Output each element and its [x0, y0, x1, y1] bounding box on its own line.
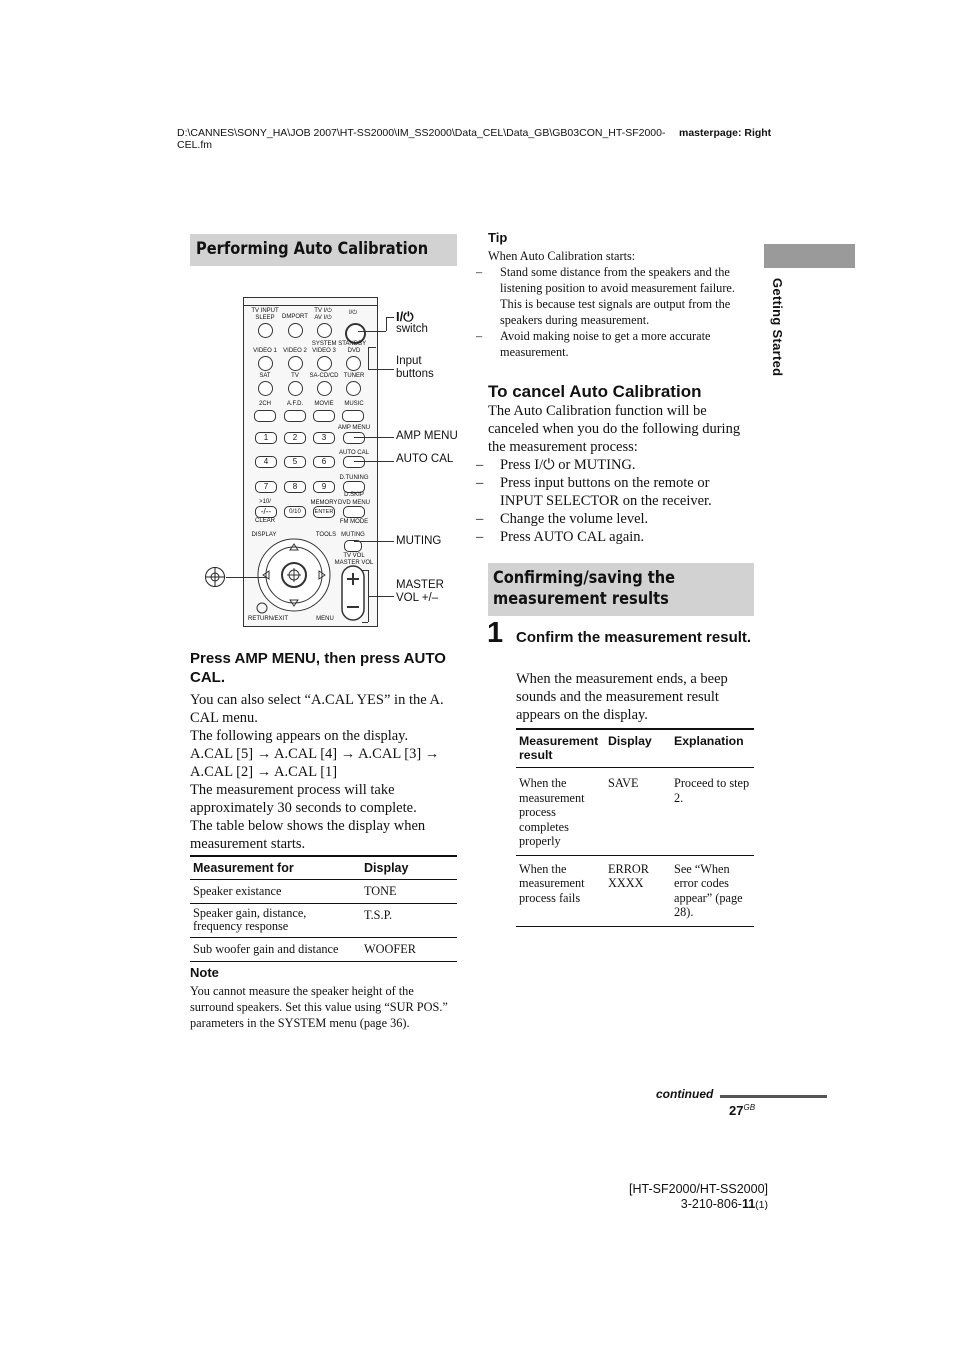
remote-label-master-vol: MASTER VOL — [334, 560, 374, 566]
masterpage-label: masterpage: Right — [679, 127, 772, 139]
enter-button: ENTER — [313, 506, 335, 518]
tip-intro: When Auto Calibration starts: — [488, 249, 636, 263]
remote-label-sat: SAT — [259, 373, 271, 379]
table-row — [190, 904, 457, 938]
remote-label-muting: MUTING — [341, 532, 365, 538]
table-row — [190, 938, 457, 962]
body-paragraph: The measurement process will take approximately 30 seconds to complete. — [190, 782, 417, 816]
table-header: Explanation — [674, 734, 744, 748]
remote-label-auto-cal: AUTO CAL — [339, 450, 369, 456]
callout-muting: MUTING — [396, 535, 442, 547]
model-code: [HT-SF2000/HT-SS2000] — [629, 1182, 768, 1196]
remote-label-memory: MEMORY — [310, 500, 338, 506]
table-cell: See “When error codes appear” (page 28). — [674, 861, 743, 919]
remote-label-display: DISPLAY — [251, 532, 277, 538]
section-title-band — [190, 234, 457, 266]
tip-body — [476, 248, 753, 360]
remote-label-amp-menu: AMP MENU — [337, 425, 371, 431]
step2-heading: Confirm the measurement result. — [516, 629, 752, 646]
table-cell: WOOFER — [364, 942, 416, 956]
body-paragraph: The table below shows the display when measurement starts. — [190, 818, 426, 852]
table-row — [190, 880, 457, 904]
table-header: Display — [608, 734, 652, 748]
digit-5-button: 5 — [284, 456, 306, 468]
page-suffix: GB — [743, 1103, 756, 1112]
remote-label-video1: VIDEO 1 — [253, 348, 277, 354]
table-header-row — [516, 729, 754, 768]
remote-label-d-tuning: D.TUNING — [339, 475, 369, 481]
callout-auto-cal: AUTO CAL — [396, 453, 454, 465]
table-cell: ERROR XXXX — [608, 861, 649, 890]
remote-label-movie: MOVIE — [314, 401, 334, 407]
remote-label-tools: TOOLS — [315, 532, 337, 538]
body-paragraph: You can also select “A.CAL YES” in the A. CAL menu. — [190, 692, 444, 726]
remote-label-menu: MENU — [316, 616, 334, 622]
remote-label-clear: CLEAR — [254, 518, 275, 524]
note-text: You cannot measure the speaker height of the surround speakers. Set this value using “SUR POS.” parameters in the SYSTEM menu (page 36). — [190, 984, 448, 1030]
digit-2-button: 2 — [284, 432, 306, 444]
table-row — [516, 855, 754, 926]
zero-button: 0/10 — [284, 506, 306, 518]
section2-title-band — [488, 563, 754, 616]
remote-label-dvd: DVD — [347, 348, 361, 354]
continued-label: continued — [656, 1087, 714, 1101]
side-tab-label: Getting Started — [770, 278, 785, 377]
remote-label-music: MUSIC — [344, 401, 364, 407]
digit-8-button: 8 — [284, 481, 306, 493]
page-number: $27^{GB}$ — [729, 1103, 756, 1118]
body-paragraph: The following appears on the display. — [190, 728, 409, 744]
cancel-item: – Change the volume level. — [476, 511, 649, 527]
footer-model-block — [600, 1182, 768, 1213]
remote-label-tv-av: TV I/⏻ AV I/⏻ — [314, 308, 332, 321]
cancel-item: – Press AUTO CAL again. — [476, 529, 645, 545]
section2-title-line2: measurement results — [493, 589, 669, 609]
remote-label-fm-mode: FM MODE — [339, 519, 369, 525]
cancel-item: – Press I/⏻ or MUTING. — [476, 457, 636, 473]
part-code: 3-210-806-11(1) — [680, 1197, 768, 1211]
digit-9-button: 9 — [313, 481, 335, 493]
table-header-row — [190, 856, 457, 880]
remote-label-power: I/⏻ — [348, 310, 358, 316]
remote-label-d-skip: D.SKIP — [344, 492, 364, 498]
table-cell: Speaker existance — [193, 884, 282, 898]
digit-7-button: 7 — [255, 481, 277, 493]
table-cell: When the measurement process completes properly — [519, 776, 585, 848]
table-cell: Proceed to step 2. — [674, 776, 750, 805]
callout-master-vol: MASTER VOL +/– — [396, 579, 444, 604]
table-cell: Sub woofer gain and distance — [193, 942, 339, 956]
table-header: Measurement for — [193, 861, 294, 875]
note-title: Note — [190, 965, 219, 980]
body-acal-sequence: A.CAL [5] → A.CAL [4] → A.CAL [3] → A.CAL [2] → A.CAL [1] — [190, 746, 440, 780]
table-header: Measurement result — [519, 734, 599, 762]
remote-label-10: >10/ — [259, 499, 271, 505]
file-path: D:\CANNES\SONY_HA\JOB 2007\HT-SS2000\IM_SS2000\Data_CEL\Data_GB\GB03CON_HT-SF2000-CEL.fm — [177, 127, 666, 151]
remote-label-afd: A.F.D. — [286, 401, 304, 407]
table-cell: SAVE — [608, 776, 639, 790]
callout-input-buttons: Input buttons — [396, 355, 434, 380]
digit-6-button: 6 — [313, 456, 335, 468]
table-cell: TONE — [364, 884, 397, 898]
continued-rule — [720, 1095, 827, 1098]
table-cell: Speaker gain, distance, frequency response — [193, 906, 307, 933]
cancel-intro: The Auto Calibration function will be canceled when you do the following during the measurement process: — [488, 403, 741, 455]
remote-label-system-standby: SYSTEM STANDBY — [311, 341, 367, 347]
enter-crosshair-icon — [204, 566, 226, 588]
table-header: Display — [364, 861, 409, 875]
step-heading: Press AMP MENU, then press AUTO CAL. — [190, 650, 446, 686]
callout-power-symbol: I/⏻ — [396, 309, 414, 324]
tip-title: Tip — [488, 230, 508, 245]
digit-1-button: 1 — [255, 432, 277, 444]
remote-label-sacd: SA-CD/CD — [309, 373, 339, 379]
remote-label-2ch: 2CH — [258, 401, 271, 407]
remote-label-video2: VIDEO 2 — [283, 348, 307, 354]
cancel-item: – Press input buttons on the remote or INPUT SELECTOR on the receiver. — [476, 475, 712, 509]
tip-item: – Stand some distance from the speakers and the listening position to avoid measurement failure. This is because test signals are output from the speakers during measurement. — [476, 265, 735, 327]
remote-label-tuner: TUNER — [343, 373, 365, 379]
remote-label-tv-input: TV INPUT SLEEP — [251, 308, 279, 321]
callout-amp-menu: AMP MENU — [396, 430, 458, 442]
remote-label-tv: TV — [291, 373, 299, 379]
remote-label-dmport: DMPORT — [282, 314, 308, 320]
remote-label-video3: VIDEO 3 — [312, 348, 336, 354]
section2-title-line1: Confirming/saving the — [493, 568, 676, 588]
table-cell: T.S.P. — [364, 908, 393, 922]
step-number: 1 — [487, 617, 504, 649]
cancel-title: To cancel Auto Calibration — [488, 382, 702, 401]
callout-switch: switch — [396, 323, 428, 335]
remote-label-tv-vol: TV VOL — [343, 553, 365, 559]
section-title: Performing Auto Calibration — [196, 239, 429, 259]
cancel-body — [476, 402, 754, 546]
step-body — [190, 691, 458, 853]
measurement-table — [190, 855, 457, 962]
table-row — [516, 768, 754, 856]
dashes-button: -/-- — [255, 506, 277, 518]
tip-item: – Avoid making noise to get a more accurate measurement. — [476, 329, 711, 359]
digit-4-button: 4 — [255, 456, 277, 468]
result-table — [516, 728, 754, 927]
digit-3-button: 3 — [313, 432, 335, 444]
table-cell: When the measurement process fails — [519, 861, 585, 905]
remote-label-return-exit: RETURN/EXIT — [247, 616, 288, 622]
step2-body: When the measurement ends, a beep sounds and the measurement result appears on the display. — [516, 671, 728, 723]
side-tab-bar — [764, 244, 855, 268]
remote-label-dvd-menu: DVD MENU — [337, 500, 370, 506]
